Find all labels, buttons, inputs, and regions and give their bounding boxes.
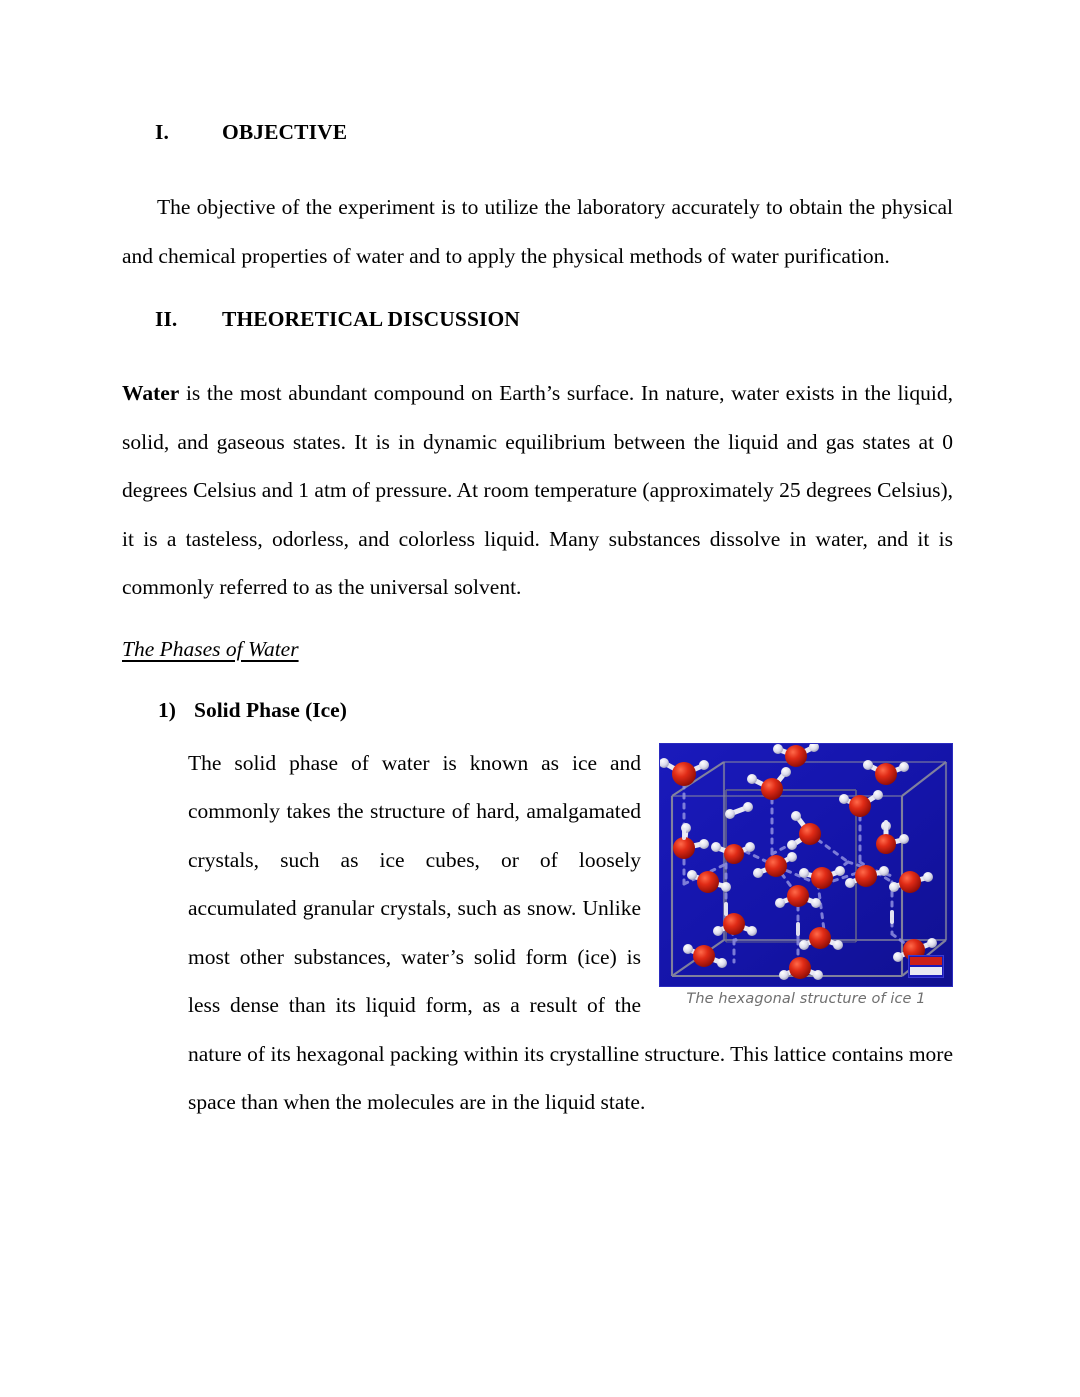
ice-lattice-graphic [660,744,952,986]
subheading-phases-of-water: The Phases of Water [122,636,299,661]
water-lead-word: Water [122,381,180,405]
water-paragraph-body: is the most abundant compound on Earth’s surface. In nature, water exists in the liquid, solid, and gaseous states. It is in dynamic equilibrium between the liquid and gas states at 0 degrees Celsius and 1 atm of pressure. At room temperature (approximately 25 degrees Celsius), it is a tasteless, odorless, and colorless liquid. Many substances dissolve in water, and it is commonly referred to as the universal solvent. [122,381,953,599]
ice-lattice-image [659,743,953,987]
section-numeral: I. [155,120,169,144]
content-column [122,0,953,1127]
list-item-title: Solid Phase (Ice) [194,697,347,722]
section-title: OBJECTIVE [222,120,348,144]
section-heading-theoretical-discussion [122,307,953,332]
objective-paragraph: The objective of the experiment is to utilize the laboratory accurately to obtain the physical and chemical properties of water and to apply the physical methods of water purification. [122,195,953,268]
solid-phase-paragraph: The solid phase of water is known as ice and commonly takes the structure of hard, amalgamated crystals, such as ice cubes, or of loosely accumulated granular crystals, such as snow. Unlike most other substances, water’s solid form (ice) is less dense than its liquid form, as a result of the nature of its hexagonal packing within its crystalline structure. This lattice contains more space than when the molecules are in the liquid state. [188,750,953,1114]
legend-hydrogen-swatch [910,967,942,975]
section-heading-objective [122,120,953,145]
section-numeral: II. [155,307,178,331]
ice-structure-figure [659,743,953,1007]
solid-phase-block [188,739,953,1127]
figure-caption: The hexagonal structure of ice 1 [686,990,926,1007]
legend-oxygen-swatch [910,957,942,965]
figure-legend [908,955,944,978]
list-marker: 1) [158,697,176,722]
section-title: THEORETICAL DISCUSSION [222,307,520,331]
list-item [158,698,953,723]
water-paragraph [122,369,953,612]
